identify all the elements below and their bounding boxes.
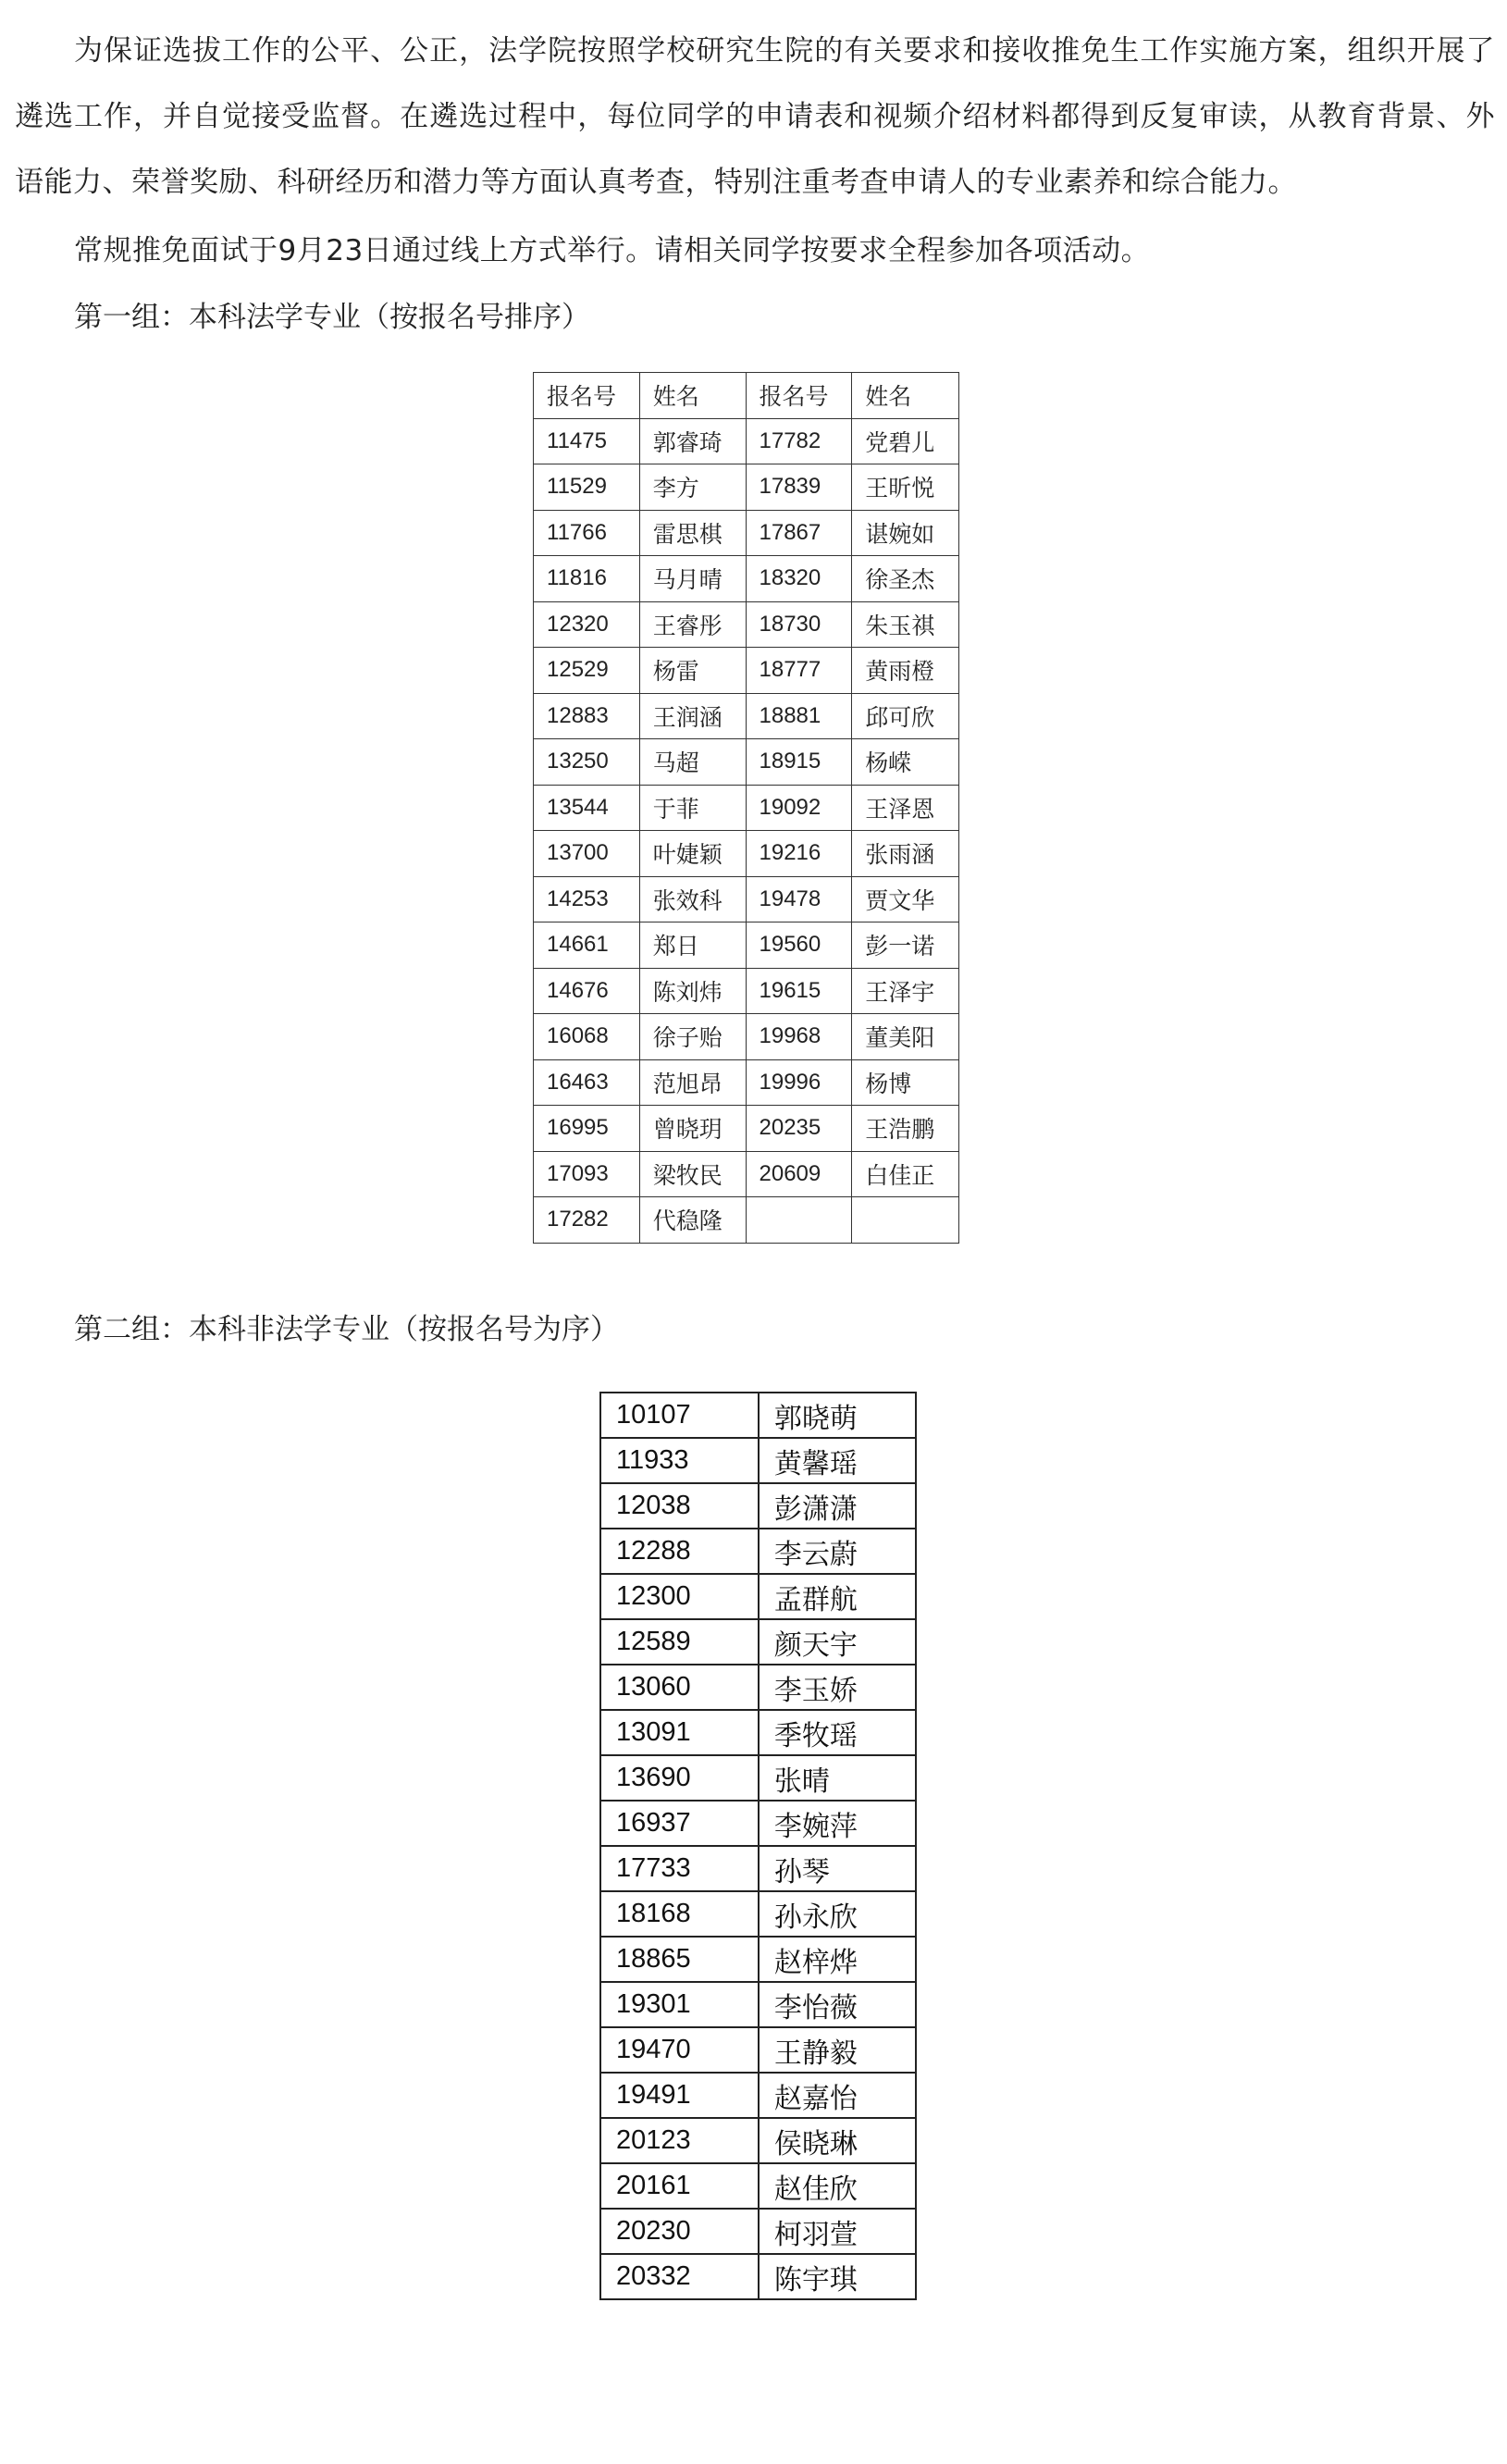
registration-number-cell: 19491 [600,2073,759,2118]
table-row [600,2027,916,2073]
student-name-cell: 雷思棋 [639,510,746,556]
table-row [600,1529,916,1574]
student-name-cell: 董美阳 [852,1014,959,1060]
table-row [600,2209,916,2254]
student-name-cell: 赵嘉怡 [759,2073,916,2118]
student-name-cell: 郑日 [639,922,746,969]
registration-number-cell: 11475 [534,418,640,464]
table-row [600,2163,916,2209]
student-name-cell: 黄馨瑶 [759,1438,916,1483]
student-name-cell: 李婉萍 [759,1801,916,1846]
intro-paragraph-interview-notice: 常规推免面试于9月23日通过线上方式举行。请相关同学按要求全程参加各项活动。 [74,234,1151,267]
student-name-cell: 范旭昂 [639,1059,746,1106]
registration-number-cell: 17867 [746,510,852,556]
registration-number-cell: 12320 [534,601,640,648]
registration-number-cell: 13091 [600,1710,759,1755]
table-row [600,1755,916,1801]
student-name-cell: 于菲 [639,785,746,831]
table-row [600,1937,916,1982]
student-name-cell: 张雨涵 [852,831,959,877]
registration-number-cell: 12300 [600,1574,759,1619]
table-row [534,1151,959,1197]
registration-number-cell: 18881 [746,693,852,739]
student-name-cell: 郭睿琦 [639,418,746,464]
registration-number-cell: 18777 [746,648,852,694]
student-name-cell: 杨博 [852,1059,959,1106]
student-name-cell: 郭晓萌 [759,1393,916,1438]
registration-number-cell: 20332 [600,2254,759,2299]
student-name-cell: 杨雷 [639,648,746,694]
group1-table [533,372,959,1244]
group2-heading: 第二组：本科非法学专业（按报名号为序） [74,1313,619,1346]
student-name-cell: 赵佳欣 [759,2163,916,2209]
student-name-cell: 陈宇琪 [759,2254,916,2299]
registration-number-cell: 17782 [746,418,852,464]
registration-number-cell: 12589 [600,1619,759,1665]
registration-number-cell: 17839 [746,464,852,511]
student-name-cell: 彭一诺 [852,922,959,969]
table-row [600,1665,916,1710]
table-row [600,2073,916,2118]
student-name-cell: 杨嵘 [852,739,959,786]
registration-number-cell [746,1197,852,1244]
registration-number-cell: 14661 [534,922,640,969]
table-row [600,1574,916,1619]
student-name-cell: 白佳正 [852,1151,959,1197]
table-row [600,2118,916,2163]
student-name-cell: 党碧儿 [852,418,959,464]
student-name-cell: 李云蔚 [759,1529,916,1574]
registration-number-cell: 19092 [746,785,852,831]
group2-table [599,1392,917,2300]
registration-number-cell: 11529 [534,464,640,511]
registration-number-cell: 19301 [600,1982,759,2027]
student-name-cell: 孙琴 [759,1846,916,1891]
student-name-cell: 陈刘炜 [639,968,746,1014]
registration-number-cell: 13060 [600,1665,759,1710]
student-name-cell: 王浩鹏 [852,1106,959,1152]
registration-number-cell: 16463 [534,1059,640,1106]
student-name-cell: 王润涵 [639,693,746,739]
student-name-cell: 邱可欣 [852,693,959,739]
table-row [534,1059,959,1106]
student-name-cell: 侯晓琳 [759,2118,916,2163]
registration-number-cell: 18865 [600,1937,759,1982]
student-name-cell: 赵梓烨 [759,1937,916,1982]
table-row [534,968,959,1014]
student-name-cell [852,1197,959,1244]
registration-number-cell: 19470 [600,2027,759,2073]
student-name-cell: 叶婕颖 [639,831,746,877]
intro-paragraph-selection-process: 为保证选拔工作的公平、公正，法学院按照学校研究生院的有关要求和接收推免生工作实施方案，组织开展了遴选工作，并自觉接受监督。在遴选过程中，每位同学的申请表和视频介绍材料都得到反复审读，从教育背景、外语能力、荣誉奖励、科研经历和潜力等方面认真考查，特别注重考查申请人的专业素养和综合能力。 [15,34,1495,199]
registration-number-cell: 16995 [534,1106,640,1152]
student-name-cell: 徐子贻 [639,1014,746,1060]
registration-number-cell: 13700 [534,831,640,877]
registration-number-cell: 13690 [600,1755,759,1801]
student-name-cell: 王睿彤 [639,601,746,648]
student-name-cell: 王昕悦 [852,464,959,511]
registration-number-cell: 14253 [534,876,640,922]
registration-number-cell: 12529 [534,648,640,694]
student-name-cell: 季牧瑶 [759,1710,916,1755]
registration-number-cell: 17093 [534,1151,640,1197]
student-name-cell: 曾晓玥 [639,1106,746,1152]
table-row [534,785,959,831]
registration-number-cell: 20235 [746,1106,852,1152]
table-row [534,601,959,648]
group1-table-body [534,418,959,1243]
table-row [534,464,959,511]
registration-number-cell: 20123 [600,2118,759,2163]
header-cell-id: 报名号 [746,373,852,419]
registration-number-cell: 18915 [746,739,852,786]
registration-number-cell: 17282 [534,1197,640,1244]
table-row [534,693,959,739]
student-name-cell: 彭潇潇 [759,1483,916,1529]
registration-number-cell: 20609 [746,1151,852,1197]
student-name-cell: 张晴 [759,1755,916,1801]
student-name-cell: 朱玉祺 [852,601,959,648]
registration-number-cell: 12883 [534,693,640,739]
group2-table-body [600,1393,916,2299]
student-name-cell: 孟群航 [759,1574,916,1619]
registration-number-cell: 14676 [534,968,640,1014]
table-row [534,1197,959,1244]
registration-number-cell: 13544 [534,785,640,831]
student-name-cell: 柯羽萱 [759,2209,916,2254]
table-row [600,1483,916,1529]
header-cell-name: 姓名 [639,373,746,419]
table-row [600,1438,916,1483]
registration-number-cell: 18168 [600,1891,759,1937]
registration-number-cell: 10107 [600,1393,759,1438]
registration-number-cell: 20230 [600,2209,759,2254]
table-row [534,1014,959,1060]
student-name-cell: 马月晴 [639,556,746,602]
header-cell-name: 姓名 [852,373,959,419]
registration-number-cell: 17733 [600,1846,759,1891]
table-row [534,876,959,922]
table-row [600,1801,916,1846]
table-row [534,831,959,877]
student-name-cell: 梁牧民 [639,1151,746,1197]
registration-number-cell: 13250 [534,739,640,786]
registration-number-cell: 20161 [600,2163,759,2209]
registration-number-cell: 19615 [746,968,852,1014]
table-row [600,1846,916,1891]
registration-number-cell: 16068 [534,1014,640,1060]
student-name-cell: 代稳隆 [639,1197,746,1244]
table-row [600,1710,916,1755]
registration-number-cell: 18320 [746,556,852,602]
student-name-cell: 黄雨橙 [852,648,959,694]
table-row [600,2254,916,2299]
student-name-cell: 李玉娇 [759,1665,916,1710]
group1-header-row [534,373,959,419]
registration-number-cell: 19560 [746,922,852,969]
table-row [534,648,959,694]
header-cell-id: 报名号 [534,373,640,419]
registration-number-cell: 18730 [746,601,852,648]
table-row [600,1891,916,1937]
table-row [534,556,959,602]
group1-heading: 第一组：本科法学专业（按报名号排序） [74,301,590,334]
table-row [600,1619,916,1665]
student-name-cell: 颜天宇 [759,1619,916,1665]
student-name-cell: 贾文华 [852,876,959,922]
registration-number-cell: 19968 [746,1014,852,1060]
student-name-cell: 张效科 [639,876,746,922]
table-row [534,510,959,556]
table-row [600,1982,916,2027]
registration-number-cell: 19996 [746,1059,852,1106]
registration-number-cell: 12288 [600,1529,759,1574]
student-name-cell: 李方 [639,464,746,511]
registration-number-cell: 11766 [534,510,640,556]
student-name-cell: 徐圣杰 [852,556,959,602]
table-row [534,1106,959,1152]
table-row [600,1393,916,1438]
table-row [534,418,959,464]
registration-number-cell: 11816 [534,556,640,602]
student-name-cell: 孙永欣 [759,1891,916,1937]
registration-number-cell: 19216 [746,831,852,877]
registration-number-cell: 12038 [600,1483,759,1529]
student-name-cell: 李怡薇 [759,1982,916,2027]
registration-number-cell: 16937 [600,1801,759,1846]
registration-number-cell: 19478 [746,876,852,922]
table-row [534,922,959,969]
student-name-cell: 谌婉如 [852,510,959,556]
student-name-cell: 王泽恩 [852,785,959,831]
student-name-cell: 马超 [639,739,746,786]
student-name-cell: 王泽宇 [852,968,959,1014]
registration-number-cell: 11933 [600,1438,759,1483]
student-name-cell: 王静毅 [759,2027,916,2073]
table-row [534,739,959,786]
